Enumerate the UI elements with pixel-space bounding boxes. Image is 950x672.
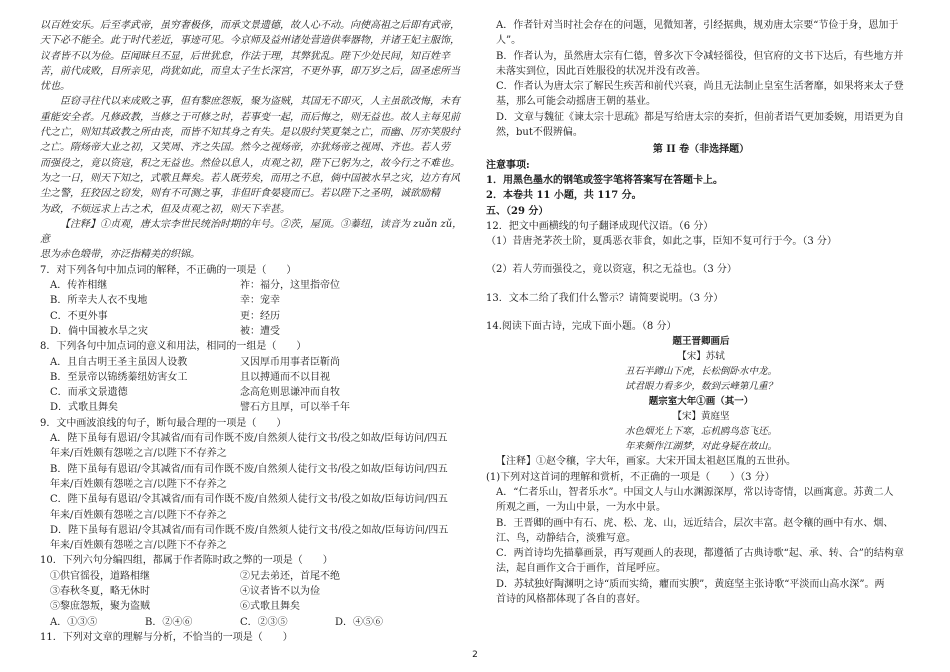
passage-line: 之亡。隋炀帝大业之初，又笑周、齐之失国。然今之视炀帝，亦犹炀帝之视周、齐也。若人劳 <box>40 142 450 154</box>
q11-option-line[interactable]: B．作者认为，虽然唐太宗有仁德，曾多次下令减轻徭役，但官府的文书下达后，有些地方并 <box>496 50 904 62</box>
option-text: C．不更外事 <box>50 310 108 322</box>
poem-1 <box>486 334 916 394</box>
option-compare: 且以搏通而不以目视 <box>240 371 330 383</box>
q8-stem: 8．下列各句中加点词的意义和用法，相同的一组是（ ） <box>40 341 307 353</box>
note-line: 【注释】①贞观，唐太宗李世民统治时期的年号。②茨，屋顶。③蓁纽，读音为 zuǎn zǔ，意 <box>40 218 463 246</box>
option-text: A．传祚相继 <box>50 280 108 292</box>
q12-stem: 12．把文中画横线的句子翻译成现代汉语。（6 分） <box>486 220 714 232</box>
passage-line: 以百姓安乐。后至孝武帝，虽穷奢极侈，而承文景遗德，故人心不动。向使高祖之后即有武帝， <box>40 20 460 31</box>
q14-option-line: 首诗的风格都体现了各自的喜好。 <box>496 594 646 606</box>
passage-para-1 <box>40 18 468 94</box>
passage-line: 为之一日，则天下知之，式歌且舞矣。若人既劳矣，而用之不息，倘中国被水旱之灾，边方有风 <box>40 172 460 184</box>
item: ②兄去弟还，首尾不绝 <box>240 570 340 582</box>
q11-option-line[interactable]: A．作者针对当时社会存在的问题，见微知著，引经据典，规劝唐太宗要“节俭于身，恩加于 <box>496 20 899 31</box>
question-8 <box>40 339 468 415</box>
notice-item: 1．用黑色墨水的钢笔或签字笔将答案写在答题卡上。 <box>486 174 723 186</box>
poem-note: 【注释】①赵令穰，字大年，画家。大宋开国太祖赵匡胤的五世孙。 <box>496 456 796 468</box>
option-compare: 譬石方且厚，可以举千年 <box>240 402 350 414</box>
poem-line: 水色烟光上下寒，忘机鸥鸟恣飞还。 <box>624 426 777 438</box>
q14-option-line: 所观之画，一为山中景，一为水中景。 <box>496 502 666 514</box>
option-gloss: 祚：福分，这里指帝位 <box>240 280 340 292</box>
notice-item: 2．本卷共 11 小题，共 117 分。 <box>486 190 642 202</box>
q10-items-row <box>40 599 468 614</box>
option-line: D．陛下虽每有恩诏/令其减省/而有司作既不废/自然须人徒行文书/役之如故/臣每访问/四五 <box>50 524 449 536</box>
q13-stem: 13．文本二给了我们什么警示？请简要说明。（3 分） <box>486 292 724 304</box>
passage-line: 忧也。 <box>40 81 70 93</box>
passage-line: 重能安全者。凡修政教，当修之于可修之时，若事变一起，而后悔之，则无益也。故人主每见前 <box>40 111 460 123</box>
q14-option-line: 法，起自画作文合于画作，首尾呼应。 <box>496 563 666 575</box>
option-compare: 念高危则思谦冲而自牧 <box>240 387 340 399</box>
q11-option-line: 人”。 <box>496 35 522 47</box>
q10-stem: 10．下列六句分编四组，都属于作者陈时政之弊的一项是（ ） <box>40 555 333 567</box>
q8-option-b[interactable] <box>40 370 468 385</box>
option-line: A．陛下虽每有恩诏/令其减省/而有司作既不废/自然须人徒行文书/役之如故/臣每访问/四五 <box>50 433 448 445</box>
option-line: 年来/百姓颇有怨嗟之言/以陛下不存养之 <box>50 540 227 552</box>
q9-option-c[interactable] <box>40 492 468 523</box>
option-gloss: 被：遭受 <box>240 325 280 337</box>
q8-option-c[interactable] <box>40 385 468 400</box>
question-10 <box>40 553 468 629</box>
q11-option-line: 然，but不假辨偏。 <box>496 127 583 139</box>
section-heading: 五、（29 分） <box>486 205 549 217</box>
option-line: C．陛下虽每有恩诏/令其减省/而有司作既不废/自然须人徒行文书/役之如故/臣每访问/四五 <box>50 494 448 506</box>
q9-stem: 9．文中画波浪线的句子，断句最合理的一项是（ ） <box>40 417 287 429</box>
q10-choice-c[interactable]: C．②③⑤ <box>240 616 288 628</box>
option-text: D．倘中国被水旱之灾 <box>50 325 149 337</box>
option-line: 年来/百姓颇有怨嗟之言/以陛下不存养之 <box>50 509 227 521</box>
item: ④议者皆不以为俭 <box>240 585 320 597</box>
q10-items-row <box>40 569 468 584</box>
q11-option-line: 未落实到位，因此百姓服役的状况并没有改善。 <box>496 65 706 77</box>
poem-title: 题宗室大年①画（其一） <box>648 396 754 408</box>
option-line: B．陛下虽每有恩诏/令其减省/而有司作既不废/自然须人徒行文书/役之如故/臣每访问/四五 <box>50 463 448 475</box>
q14-option-line[interactable]: D．苏轼独好陶渊明之诗“质而实绮，癯而实腴”，黄庭坚主张诗歌“平淡而山高水深”。两 <box>496 578 885 590</box>
q11-stem: 11．下列对文章的理解与分析，不恰当的一项是（ ） <box>40 631 293 643</box>
q14-option-line[interactable]: C．两首诗均先描摹画景，再写观画人的表现，都遵循了古典诗歌“起、承、转、合”的结构章 <box>496 548 904 560</box>
option-gloss: 更：经历 <box>240 310 280 322</box>
passage-line: 苦，前代成败，目所亲见，尚犹如此，而皇太子生长深宫，不更外事，即万岁之后，固圣虑所当 <box>40 65 460 77</box>
option-text: C．而承文景遗德 <box>50 387 128 399</box>
option-text: A．且自古明王圣主虽因人设教 <box>50 356 188 368</box>
q10-choices <box>40 615 468 630</box>
passage-line: 代之亡，则知其政教之所由丧，而皆不知其身之有失。是以殷纣笑夏桀之亡，而幽、厉亦笑殷纣 <box>40 127 460 139</box>
q14-option-line[interactable]: A．“仁者乐山，智者乐水”。中国文人与山水渊源深厚，常以诗寄情，以画寓意。苏黄二人 <box>496 486 894 498</box>
q10-items-row <box>40 584 468 599</box>
option-compare: 又因厚币用事者臣靳尚 <box>240 356 340 368</box>
q11-option-line[interactable]: D．文章与魏征《谏太宗十思疏》都是写给唐太宗的奏折，但前者语气更加委婉，用语更为自 <box>496 111 905 123</box>
q11-option-line[interactable]: C．作者认为唐太宗了解民生疾苦和前代兴衰，尚且无法制止皇室生活奢靡，如果将来太子登 <box>496 81 904 93</box>
option-line: 年来/百姓颇有怨嗟之言/以陛下不存养之 <box>50 448 227 460</box>
item: ①供官徭役，道路相继 <box>50 570 150 582</box>
poem-line: 年来频作江湖梦，对此身疑在故山。 <box>624 441 777 453</box>
option-line: 年来/百姓颇有怨嗟之言/以陛下不存养之 <box>50 478 227 490</box>
q9-option-b[interactable] <box>40 462 468 493</box>
q7-option-d[interactable] <box>40 324 468 339</box>
q14-stem: 14.阅读下面古诗，完成下面小题。（8 分） <box>486 321 677 333</box>
q9-option-a[interactable] <box>40 431 468 462</box>
option-text: B．所幸夫人衣不曳地 <box>50 295 148 307</box>
poem-author: 【宋】黄庭坚 <box>672 411 730 423</box>
poem-2 <box>486 394 916 454</box>
q11-option-line: 基，那么可能会动摇唐王朝的基业。 <box>496 96 656 108</box>
q14-1-options <box>486 485 916 607</box>
item: ⑥式歌且舞矣 <box>240 601 300 613</box>
passage-line: 臣窃寻往代以来成败之事，但有黎庶怨叛，聚为盗贼，其国无不即灭，人主虽欲改悔，未有 <box>60 96 460 108</box>
poem-title: 题王晋卿画后 <box>672 336 730 348</box>
passage-line: 天下必不能全。此于时代差近，事迹可见。今京师及益州诸处营造供奉器物，并诸王妃主服饰， <box>40 35 460 47</box>
answer-space[interactable] <box>486 278 916 291</box>
q12-sub-2: （2）若人劳而强役之，竟以资寇，积之无益也。（3 分） <box>486 264 737 276</box>
right-column <box>486 18 916 607</box>
option-text: D．式歌且舞矣 <box>50 402 119 414</box>
q11-options <box>486 18 916 140</box>
poem-line: 试君眼力看多少，数到云峰第几重？ <box>624 381 777 393</box>
q8-option-a[interactable] <box>40 355 468 370</box>
poem-line: 丑石半蹲山下虎，长松倒卧水中龙。 <box>624 366 777 378</box>
passage-para-2 <box>40 94 468 216</box>
q8-option-d[interactable] <box>40 400 468 415</box>
question-7 <box>40 263 468 339</box>
q7-option-b[interactable] <box>40 293 468 308</box>
passage-line: 尘之警，狂狡因之窃发，则有不可测之事，非但旰食晏寝而已。若以陛下之圣明，诚欲励精 <box>40 188 440 200</box>
page-number: 2 <box>472 650 478 660</box>
left-column <box>40 18 468 645</box>
q7-option-c[interactable] <box>40 309 468 324</box>
q9-option-d[interactable] <box>40 523 468 554</box>
answer-space[interactable] <box>486 306 916 319</box>
part2-title: 第 II 卷（非选择题） <box>652 144 750 156</box>
q7-stem: 7．对下列各句中加点词的解释，不正确的一项是（ ） <box>40 264 297 276</box>
item: ③春秋冬夏，略无休时 <box>50 585 150 597</box>
poem-author: 【宋】苏轼 <box>677 351 725 363</box>
q10-choice-d[interactable]: D．④⑤⑥ <box>335 616 384 628</box>
option-gloss: 幸：宠幸 <box>240 295 280 307</box>
passage-line: 为政，不烦远求上古之术，但及贞观之初，则天下幸甚。 <box>40 203 290 215</box>
question-9 <box>40 416 468 554</box>
q10-choice-a[interactable]: A．①③⑤ <box>50 616 98 628</box>
notice-title: 注意事项: <box>486 159 530 171</box>
q12-sub-1: （1）昔唐尧茅茨土阶，夏禹恶衣菲食，如此之事，臣知不复可行于今。（3 分） <box>486 236 837 248</box>
q14-option-line: 江、鸟，动静结合，淡雅写意。 <box>496 532 636 544</box>
note-line: 思为赤色缎带，亦泛指精美的织锦。 <box>40 249 200 261</box>
q10-choice-b[interactable]: B．②④⑥ <box>145 616 193 628</box>
option-text: B．至景帝以锦绣蓁纽妨害女工 <box>50 371 188 383</box>
item: ⑤黎庶怨叛，聚为盗贼 <box>50 601 150 613</box>
passage-line: 而强役之，竟以资寇，积之无益也。然俭以息人，贞观之初，陛下已躬为之，故今行之不难也。 <box>40 157 460 169</box>
q14-option-line[interactable]: B．王晋卿的画中有石、虎、松、龙、山，远近结合，层次丰富。赵令穰的画中有水、烟、 <box>496 517 894 529</box>
q14-1-stem: (1)下列对这首词的理解和赏析，不正确的一项是（ ）（3 分） <box>486 471 775 483</box>
answer-space[interactable] <box>486 249 916 262</box>
passage-line: 议者皆不以为俭。臣闻昧旦丕显，后世犹怠，作法于理，其弊犹乱。陛下少处民间，知百姓辛 <box>40 50 450 62</box>
q7-option-a[interactable] <box>40 278 468 293</box>
passage-note <box>40 217 468 263</box>
